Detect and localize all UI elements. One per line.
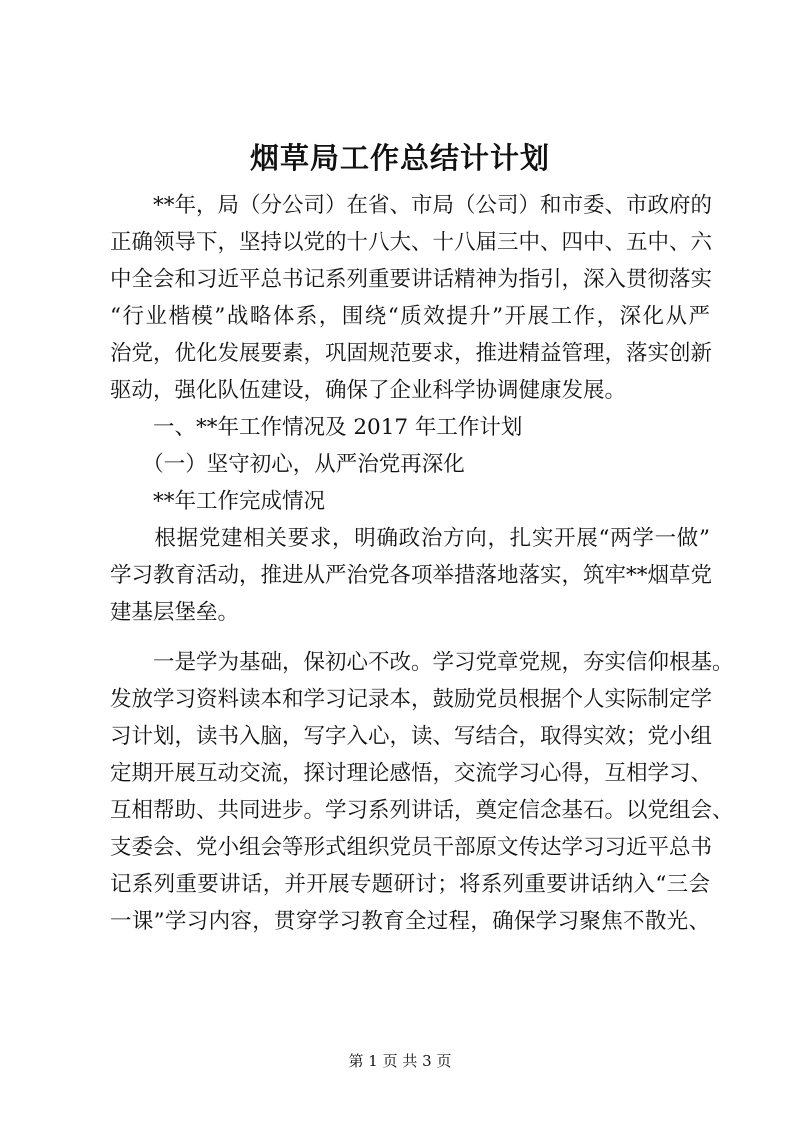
body-line: 学习教育活动，推进从严治党各项举措落地落实，筑牢**烟草党 <box>110 563 713 588</box>
body-line: 建基层堡垒。 <box>110 600 240 625</box>
body-line: 正确领导下，坚持以党的十八大、十八届三中、四中、五中、六 <box>110 230 713 255</box>
body-line: 定期开展互动交流，探讨理论感悟，交流学习心得，互相学习、 <box>110 761 713 786</box>
body-line: 中全会和习近平总书记系列重要讲话精神为指引，深入贯彻落实 <box>110 267 713 292</box>
document-title: 烟草局工作总结计计划 <box>249 141 550 175</box>
body-line: “行业楷模”战略体系，围绕“质效提升”开展工作，深化从严 <box>110 304 710 329</box>
body-line: 习计划，读书入脑，写字入心，读、写结合，取得实效；党小组 <box>110 724 713 749</box>
subheading: **年工作完成情况 <box>110 489 326 514</box>
body-line: 根据党建相关要求，明确政治方向，扎实开展“两学一做” <box>110 526 710 551</box>
body-line: 互相帮助、共同进步。学习系列讲话，奠定信念基石。以党组会、 <box>110 798 734 823</box>
body-line: 一课”学习内容，贯穿学习教育全过程，确保学习聚焦不散光、 <box>110 909 710 934</box>
body-line: 治党，优化发展要素，巩固规范要求，推进精益管理，落实创新 <box>110 341 713 366</box>
body-line: 驱动，强化队伍建设，确保了企业科学协调健康发展。 <box>110 378 627 403</box>
body-line: **年，局（分公司）在省、市局（公司）和市委、市政府的 <box>110 193 713 218</box>
body-line: 一是学为基础，保初心不改。学习党章党规，夯实信仰根基。 <box>110 650 734 675</box>
body-line: 记系列重要讲话，并开展专题研讨；将系列重要讲话纳入“三会 <box>110 872 710 897</box>
section-heading: 一、**年工作情况及 2017 年工作计划 <box>110 415 523 440</box>
page-number-footer: 第 1 页 共 3 页 <box>348 1052 452 1070</box>
body-line: 发放学习资料读本和学习记录本，鼓励党员根据个人实际制定学 <box>110 687 713 712</box>
body-line: 支委会、党小组会等形式组织党员干部原文传达学习习近平总书 <box>110 835 713 860</box>
subsection-heading: （一）坚守初心，从严治党再深化 <box>110 452 465 477</box>
